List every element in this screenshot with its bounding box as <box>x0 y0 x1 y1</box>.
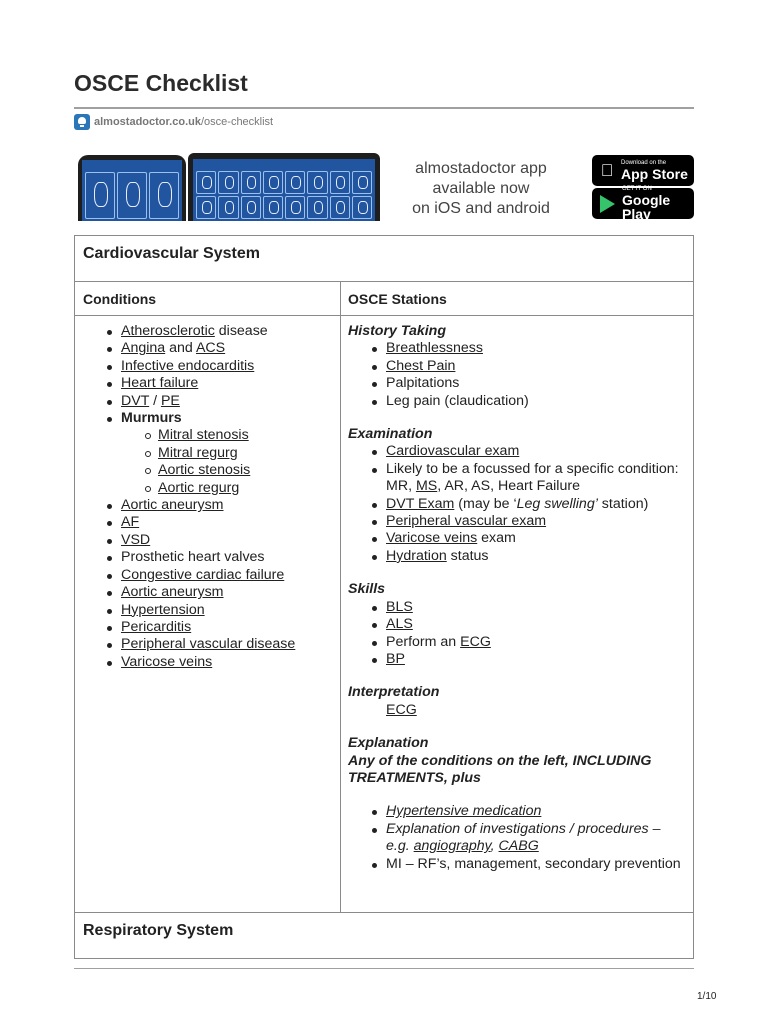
station-link[interactable]: Breathlessness <box>386 340 483 357</box>
list-item <box>83 532 333 549</box>
source-domain: almostadoctor.co.uk <box>94 116 201 128</box>
station-text: MI – RF’s, management, secondary prevention <box>386 855 681 872</box>
station-text: exam <box>477 530 516 547</box>
app-availability-text <box>396 159 566 219</box>
condition-link[interactable]: Aortic aneurysm <box>121 584 224 601</box>
list-item <box>348 651 688 668</box>
condition-text: Prosthetic heart valves <box>121 549 265 566</box>
sub-list-item <box>83 427 333 444</box>
station-text: , <box>490 838 499 855</box>
app-tile-icon <box>117 172 147 219</box>
station-link[interactable]: BP <box>386 650 405 667</box>
list-item <box>83 497 333 514</box>
conditions-column <box>83 323 333 671</box>
appstore-small-text: Download on the <box>621 160 667 166</box>
section-row <box>75 236 693 282</box>
condition-link[interactable]: Angina <box>121 340 166 357</box>
station-link[interactable]: Varicose veins <box>386 530 478 547</box>
skills-heading: Skills <box>348 581 386 598</box>
phone-mockup <box>78 155 186 221</box>
station-link[interactable]: DVT Exam <box>386 495 455 512</box>
condition-link[interactable]: Varicose veins <box>121 653 213 670</box>
station-link[interactable]: angiography <box>413 838 491 855</box>
condition-text: disease <box>214 323 268 339</box>
conditions-header: Conditions <box>83 291 157 307</box>
list-item <box>83 654 333 671</box>
station-text: Leg swelling’ <box>516 495 598 512</box>
list-item <box>348 496 688 513</box>
station-link[interactable]: CABG <box>498 838 539 855</box>
google-play-badge[interactable] <box>592 186 694 222</box>
list-item <box>348 803 688 820</box>
station-link[interactable]: ECG <box>460 633 491 650</box>
app-tile-icon <box>307 171 327 194</box>
list-item <box>348 461 688 496</box>
condition-text: / <box>149 392 161 409</box>
explanation-heading: Explanation <box>348 735 429 752</box>
condition-link[interactable]: Peripheral vascular disease <box>121 636 296 653</box>
list-item <box>348 393 688 410</box>
condition-link[interactable]: Congestive cardiac failure <box>121 566 285 583</box>
station-link[interactable]: Chest Pain <box>386 357 456 374</box>
app-tile-icon <box>352 171 372 194</box>
condition-link[interactable]: AF <box>121 514 140 531</box>
site-favicon-icon <box>74 114 90 130</box>
condition-link[interactable]: Heart failure <box>121 375 199 392</box>
app-banner[interactable] <box>78 153 694 221</box>
list-item <box>83 636 333 653</box>
station-link[interactable]: MS <box>415 478 438 495</box>
list-item <box>348 530 688 547</box>
station-link[interactable]: Hydration <box>386 547 447 564</box>
app-tile-icon <box>263 171 283 194</box>
app-tile-icon <box>241 171 261 194</box>
condition-link[interactable]: Atherosclerotic <box>121 323 215 339</box>
app-tile-icon <box>285 171 305 194</box>
app-tile-icon <box>85 172 115 219</box>
app-tile-icon <box>330 196 350 219</box>
list-item <box>348 513 688 530</box>
play-big-text: Google Play <box>622 192 671 222</box>
list-item <box>348 548 688 565</box>
history-heading: History Taking <box>348 323 447 339</box>
skills-list <box>348 599 688 669</box>
app-tile-icon <box>218 196 238 219</box>
station-link[interactable]: Hypertensive medication <box>386 803 542 820</box>
sub-list-item <box>83 462 333 479</box>
list-item <box>83 410 333 427</box>
station-text: station) <box>597 495 649 512</box>
apple-icon <box>598 161 616 181</box>
station-text: Perform an <box>386 633 461 650</box>
list-item <box>348 358 688 375</box>
app-text-line: almostadoctor app <box>415 160 547 177</box>
app-tile-icon <box>263 196 283 219</box>
station-link[interactable]: ECG <box>386 701 417 718</box>
station-text: , AR, AS, Heart Failure <box>437 478 580 495</box>
list-item <box>83 375 333 392</box>
station-link[interactable]: Cardiovascular exam <box>386 443 520 460</box>
explanation-text: Any of the conditions on the left, INCLUDING TREATMENTS, plus <box>348 752 652 786</box>
condition-link[interactable]: Hypertension <box>121 601 205 618</box>
app-text-line: available now <box>432 180 530 197</box>
list-item <box>348 599 688 616</box>
page-title: OSCE Checklist <box>74 70 248 96</box>
stations-column <box>348 323 688 873</box>
condition-link[interactable]: PE <box>160 392 180 409</box>
list-item <box>348 856 688 873</box>
station-link[interactable]: ALS <box>386 616 413 633</box>
app-tile-icon <box>352 196 372 219</box>
app-tile-icon <box>196 196 216 219</box>
app-tile-icon <box>330 171 350 194</box>
list-item <box>348 340 688 357</box>
conditions-list <box>83 323 333 671</box>
list-item <box>348 443 688 460</box>
list-item <box>348 634 688 651</box>
list-item <box>348 375 688 392</box>
murmurs-heading: Murmurs <box>121 410 182 427</box>
condition-link[interactable]: Mitral stenosis <box>158 427 249 444</box>
column-header-row <box>75 282 693 316</box>
station-link[interactable]: Peripheral vascular exam <box>386 513 547 530</box>
phone-screen <box>82 160 182 221</box>
app-tile-icon <box>149 172 179 219</box>
condition-text: and <box>165 340 196 357</box>
condition-link[interactable]: Pericarditis <box>121 618 192 635</box>
app-tile-icon <box>307 196 327 219</box>
list-item <box>83 358 333 375</box>
condition-link[interactable]: Aortic regurg <box>158 479 240 496</box>
condition-link[interactable]: Aortic stenosis <box>158 462 251 479</box>
app-tile-icon <box>241 196 261 219</box>
sub-list-item <box>83 445 333 462</box>
list-item <box>83 514 333 531</box>
source-path: /osce-checklist <box>200 116 274 128</box>
condition-link[interactable]: ACS <box>195 340 226 357</box>
list-item <box>348 821 688 856</box>
column-divider <box>340 282 341 913</box>
station-link[interactable]: BLS <box>386 598 413 615</box>
list-item <box>83 323 333 340</box>
app-store-badge[interactable] <box>592 155 694 186</box>
condition-link[interactable]: Aortic aneurysm <box>121 497 224 514</box>
tablet-mockup <box>188 153 380 221</box>
station-text: status <box>446 547 489 564</box>
condition-link[interactable]: DVT <box>121 392 150 409</box>
section-row <box>75 913 693 958</box>
app-tile-icon <box>285 196 305 219</box>
examination-heading: Examination <box>348 426 433 443</box>
section-title: Respiratory System <box>83 922 234 939</box>
condition-link[interactable]: Infective endocarditis <box>121 357 255 374</box>
interpretation-heading: Interpretation <box>348 684 440 701</box>
station-text: (may be ‘ <box>454 495 517 512</box>
google-play-icon <box>600 195 615 213</box>
condition-link[interactable]: Mitral regurg <box>158 444 238 461</box>
condition-link[interactable]: VSD <box>121 531 151 548</box>
list-item <box>83 619 333 636</box>
app-tile-icon <box>218 171 238 194</box>
list-item <box>83 584 333 601</box>
footer-divider <box>74 968 694 969</box>
list-item <box>83 393 333 410</box>
app-tile-icon <box>196 171 216 194</box>
source-link[interactable] <box>74 114 273 130</box>
play-small-text: GET IT ON <box>622 186 652 192</box>
title-divider <box>74 107 694 109</box>
station-text: Leg pain (claudication) <box>386 392 529 409</box>
list-item <box>83 549 333 566</box>
station-text: Explanation of investigations / procedures – e.g. <box>386 820 661 855</box>
explanation-list <box>348 803 688 873</box>
station-text: Palpitations <box>386 375 460 392</box>
sub-list-item <box>83 480 333 497</box>
history-list <box>348 340 688 410</box>
section-title: Cardiovascular System <box>83 245 260 262</box>
list-item <box>83 567 333 584</box>
content-row <box>75 316 693 913</box>
appstore-big-text: App Store <box>621 166 688 182</box>
examination-list <box>348 443 688 565</box>
tablet-screen <box>193 159 375 221</box>
list-item <box>83 602 333 619</box>
list-item <box>83 340 333 357</box>
station-text: Likely to be a focussed for a specific condition: MR, <box>386 460 679 495</box>
app-text-line: on iOS and android <box>412 200 550 217</box>
osce-table <box>74 235 694 959</box>
page-number: 1/10 <box>697 991 717 1002</box>
stations-header: OSCE Stations <box>348 291 447 307</box>
list-item <box>348 616 688 633</box>
